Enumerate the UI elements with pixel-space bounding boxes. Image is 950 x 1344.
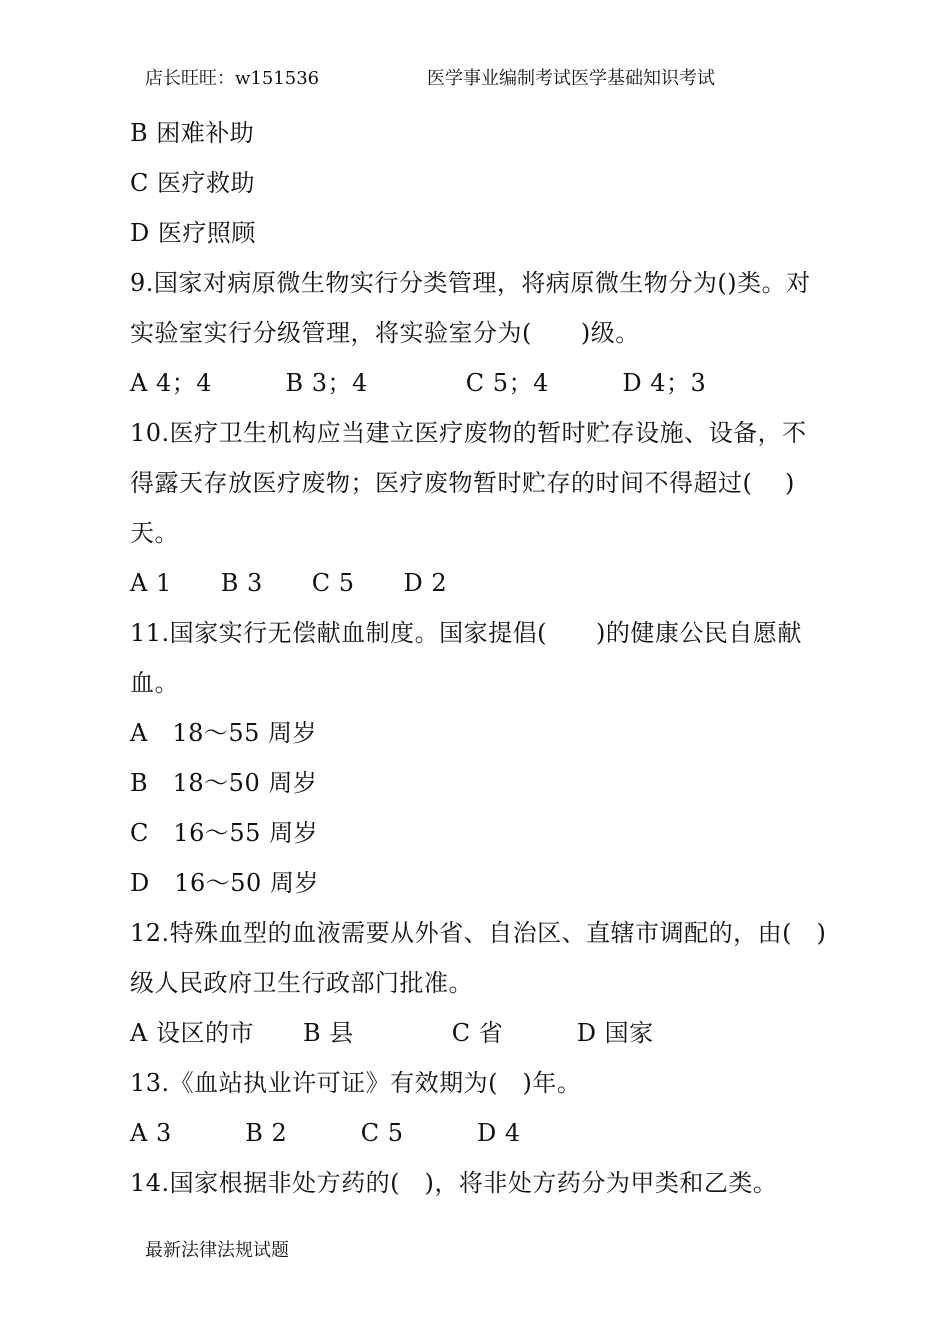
option-line: C 16～55 周岁	[130, 819, 319, 847]
options-line: A 3 B 2 C 5 D 4	[130, 1119, 521, 1147]
option-line: D 16～50 周岁	[130, 869, 319, 897]
document-body	[130, 108, 835, 1208]
question-line: 14.国家根据非处方药的( )，将非处方药分为甲类和乙类。	[130, 1169, 778, 1197]
question-line: 血。	[130, 669, 179, 697]
page-header	[145, 64, 845, 94]
header-exam-title: 医学事业编制考试医学基础知识考试	[427, 68, 715, 89]
question-line: 得露天存放医疗废物；医疗废物暂时贮存的时间不得超过( )	[130, 469, 795, 497]
text-line: B 困难补助	[130, 119, 255, 147]
question-line: 13.《血站执业许可证》有效期为( )年。	[130, 1069, 582, 1097]
question-line: 天。	[130, 519, 179, 547]
header-shop-contact: 店长旺旺：w151536	[145, 68, 320, 89]
question-line: 9.国家对病原微生物实行分类管理，将病原微生物分为()类。对	[130, 269, 811, 297]
question-line: 实验室实行分级管理，将实验室分为( )级。	[130, 319, 640, 347]
question-line: 11.国家实行无偿献血制度。国家提倡( )的健康公民自愿献	[130, 619, 802, 647]
question-line: 级人民政府卫生行政部门批准。	[130, 969, 473, 997]
options-line: A 4；4 B 3；4 C 5；4 D 4；3	[130, 369, 707, 397]
text-line: C 医疗救助	[130, 169, 255, 197]
options-line: A 1 B 3 C 5 D 2	[130, 569, 448, 597]
text-line: D 医疗照顾	[130, 219, 256, 247]
question-line: 12.特殊血型的血液需要从外省、自治区、直辖市调配的，由( )	[130, 919, 827, 947]
option-line: B 18～50 周岁	[130, 769, 318, 797]
option-line: A 18～55 周岁	[130, 719, 318, 747]
question-line: 10.医疗卫生机构应当建立医疗废物的暂时贮存设施、设备，不	[130, 419, 807, 447]
page-footer: 最新法律法规试题	[145, 1240, 289, 1261]
options-line: A 设区的市 B 县 C 省 D 国家	[130, 1019, 654, 1047]
